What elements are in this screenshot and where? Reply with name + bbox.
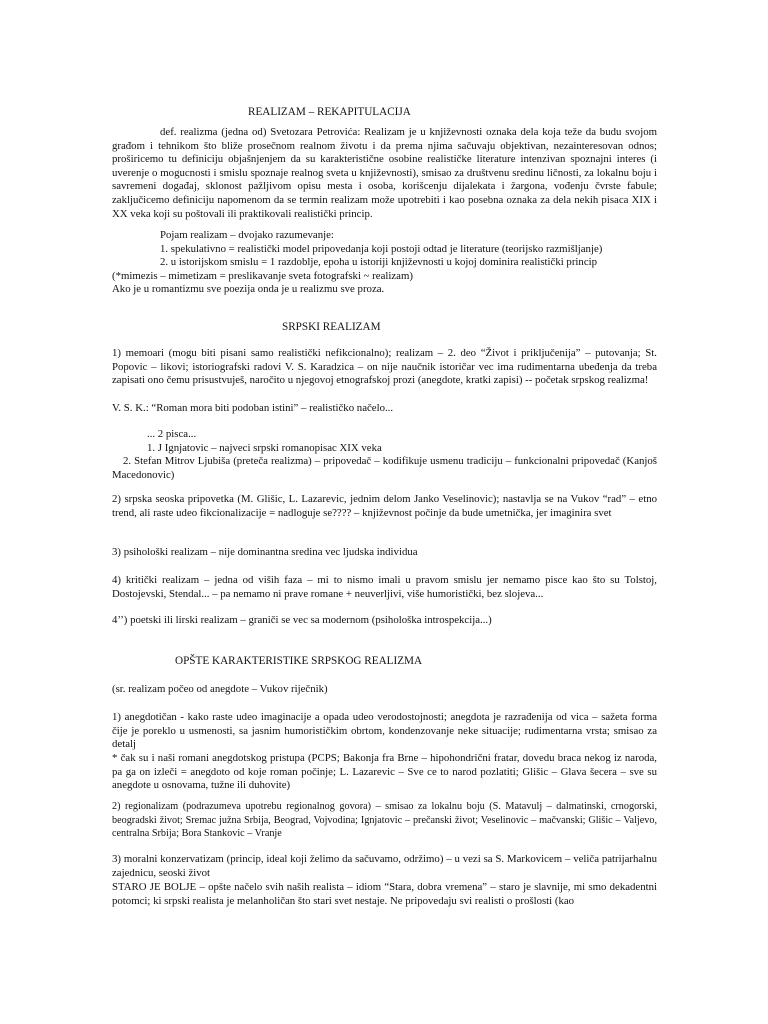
writer-item-2: 2. Stefan Mitrov Ljubiša (preteča realizma) – pripovedač – kodifikuje usmenu tradiciju – funkcionalni pripovedač (Kanjoš Macedonovic) [112, 455, 657, 481]
pojam-item-2: 2. u istorijskom smislu = 1 razdoblje, epoha u istoriji književnosti u kojoj dominira realistički princip [160, 256, 598, 269]
paragraph-memoari: 1) memoari (mogu biti pisani samo realistički nefikcionalno); realizam – 2. deo “Život i priključenija” – putovanja; St. Popovic – likovi; istoriografski radovi V. S. Karadzica – on nije naučnik istoričar vec ima rudimentarna ubeđenja da treba zapisati ono čemu prisustvuješ, naročito u njegovoj etnografskoj prozi (anegdote, kratki zapisi) -- početak srpskog realizma! [112, 347, 657, 387]
romantizam-line: Ako je u romantizmu sve poezija onda je u realizmu sve proza. [112, 283, 385, 296]
paragraph-psiholoski-realizam: 3) psihološki realizam – nije dominantna sredina vec ljudska individua [112, 546, 418, 558]
paragraph-poetski-realizam: 4’’) poetski ili lirski realizam – graniči se vec sa modernom (psihološka introspekcija...) [112, 614, 492, 626]
document-title: REALIZAM – REKAPITULACIJA [248, 106, 411, 118]
paragraph-regionalizam: 2) regionalizam (podrazumeva upotrebu regionalnog govora) – smisao za lokalnu boju (S. Matavulj – dalmatinski, crnogorski, beogradski život; Sremac južna Srbija, Beograd, Vojvodina; Ignjatovic – prečanski život; Veselinovic – mačvanski; Glišic – Valjevo, centralna Srbija; Bora Stankovic – Vranje [112, 801, 657, 840]
paragraph-anegdotski-romani: * čak su i naši romani anegdotskog pristupa (PCPS; Bakonja fra Brne – hipohondrični fratar, dovedu braca nekog iz naroda, pa ga on izleči = anegdoto od koje roman počinje; L. Lazarevic – Sve ce to narod pozlatiti; Glišic – Glava šecera – sve su anegdote u osnovama, tužne ili duhovite) [112, 752, 657, 792]
paragraph-vsk: V. S. K.: “Roman mora biti podoban istini” – realističko načelo... [112, 402, 394, 414]
opste-note: (sr. realizam počeo od anegdote – Vukov riječnik) [112, 683, 328, 695]
paragraph-anegdotican: 1) anegdotičan - kako raste udeo imaginacije a opada udeo verodostojnosti; anegdota je razrađenija od vica – sažeta forma čije je poreklo u usmenosti, sa jasnim humorističkim obrtom, kondenzovanje neke situacije; rudimentarna vrsta; smisao za detalj [112, 711, 657, 751]
definition-paragraph: def. realizma (jedna od) Svetozara Petrovića: Realizam je u književnosti oznaka dela koja teže da budu svojom građom i tehnikom što bliže prosečnom realnom životu i da prema njima sačuvaju objektivan, nezainteresovan odnos; proširicemo tu definiciju objašnjenjem da su karakteristične osobine realističke literature intenzivan spoznajni interes (i uverenje o mogucnosti i smislu spoznaje realnog sveta u književnosti), smisao za društvenu sredinu ličnosti, za lokalnu boju i savremeni događaj, sklonost pažljivom opisu mesta i osoba, korišcenju dijalekata i žargona, vođenju čvrste fabule; zaključicemo definiciju napomenom da se termin realizam može upotrebiti i kao posebna oznaka za dela nekih pisaca XIX i XX veka koji su poštovali ili praktikovali realistički princip. [112, 126, 657, 220]
paragraph-seoska-pripovetka: 2) srpska seoska pripovetka (M. Glišic, L. Lazarevic, jednim delom Janko Veselinovic); nastavlja se na Vukov “rad” – etno trend, ali raste udeo fikcionalizacije = nadloguje se???? – književnost počinje da bude umetnička, jer imaginira svet [112, 493, 657, 519]
pojam-item-1: 1. spekulativno = realistički model pripovedanja koji postoji odtad je literature (teorijsko razmišljanje) [160, 242, 603, 255]
paragraph-moralni-konzervatizam: 3) moralni konzervatizam (princip, ideal koji želimo da sačuvamo, održimo) – u vezi sa S. Markovicem – veliča patrijarhalnu zajednicu, seoski život [112, 853, 657, 879]
mimezis-note: (*mimezis – mimetizam = preslikavanje sveta fotografski ~ realizam) [112, 269, 413, 282]
paragraph-staro-je-bolje: STARO JE BOLJE – opšte načelo svih naših realista – idiom “Stara, dobra vremena” – staro je slavnije, mi smo dekadentni potomci; ki srpski realista je melanholičan što stari svet nestaje. Ne pripovedaju svi realisti o prošlosti (kao [112, 881, 657, 907]
section-heading-srpski: SRPSKI REALIZAM [282, 321, 381, 333]
section-heading-opste: OPŠTE KARAKTERISTIKE SRPSKOG REALIZMA [175, 655, 423, 667]
writers-list [112, 428, 657, 455]
paragraph-kriticki-realizam: 4) kritički realizam – jedna od viših faza – mi to nismo imali u pravom smislu jer nemamo pisce kao što su Tolstoj, Dostojevski, Stendal... – pa nemamo ni prave romane + neuverljivi, više humoristički, bez slojeva... [112, 574, 657, 600]
pojam-line: Pojam realizam – dvojako razumevanje: [160, 229, 334, 241]
writers-list-intro: ... 2 pisca... [147, 428, 197, 440]
pojam-section [112, 229, 657, 297]
writer-item-1: 1. J Ignjatovic – najveci srpski romanopisac XIX veka [147, 441, 382, 454]
